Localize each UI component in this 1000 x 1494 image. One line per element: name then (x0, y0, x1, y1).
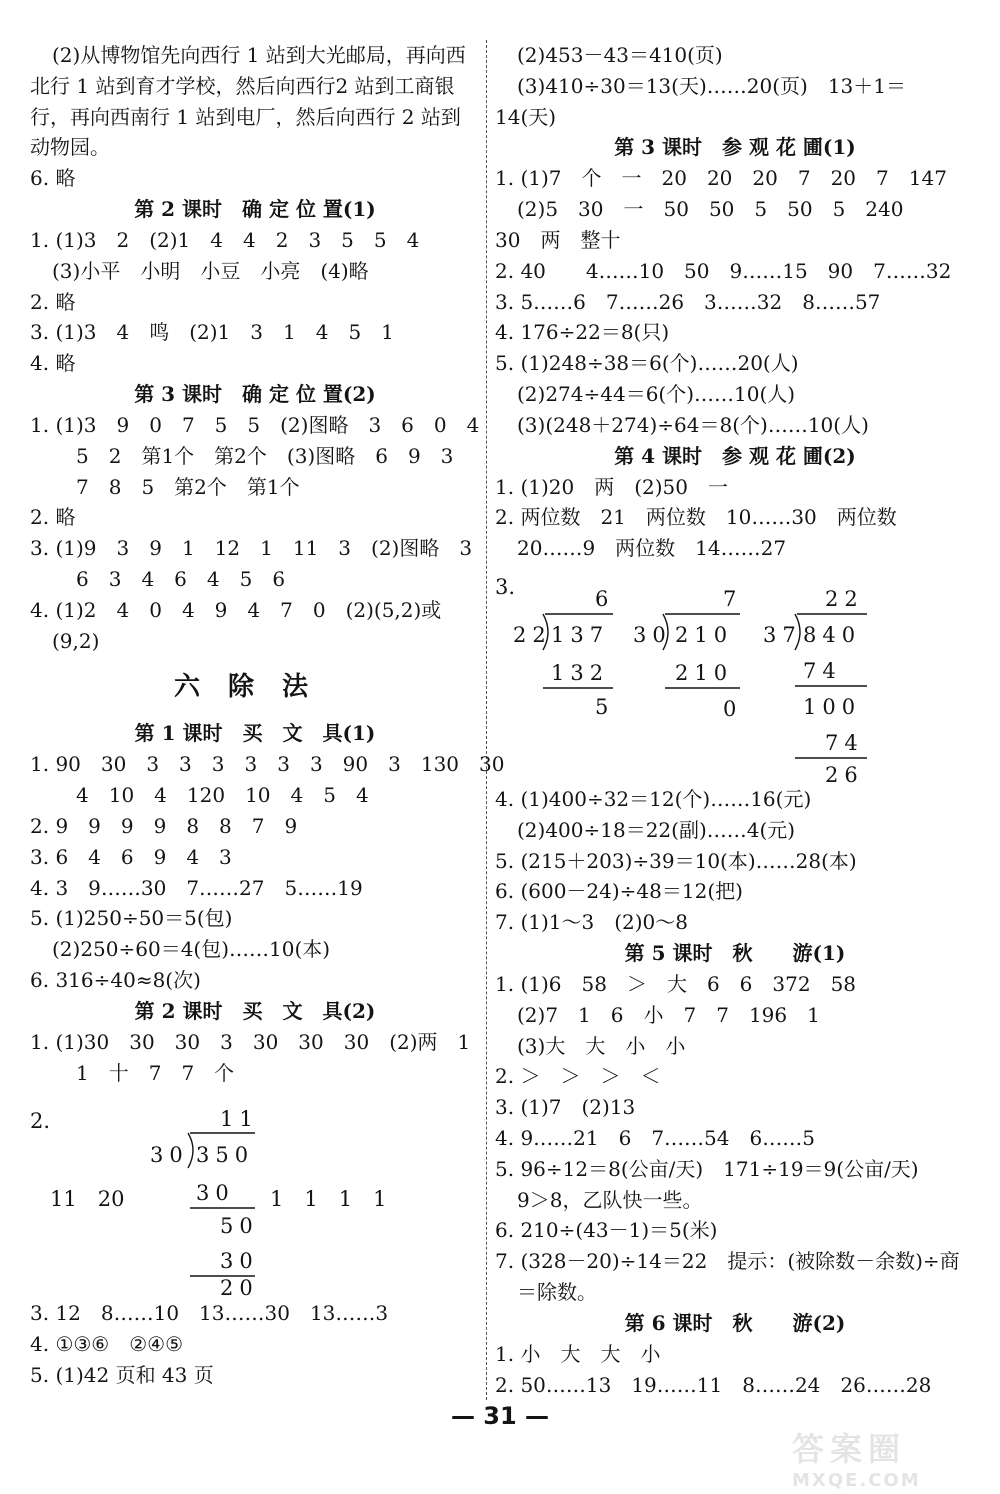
answer-line: 4. 略 (30, 351, 76, 376)
answer-line: 5. (1)250÷50＝5(包) (30, 906, 233, 931)
partial-product: 30 (220, 1249, 259, 1274)
lesson-heading: 第 3 课时 确 定 位 置(2) (134, 381, 376, 406)
question-label: 2. (30, 1109, 51, 1134)
divisor: 30 (633, 622, 672, 647)
remainder: 5 (595, 694, 609, 719)
answer-line: 5. 96÷12＝8(公亩/天) 171÷19＝9(公亩/天) (495, 1156, 919, 1181)
lesson-heading: 第 5 课时 秋 游(1) (624, 940, 846, 965)
page-number: — 31 — (450, 1402, 550, 1430)
answer-line: 6. 210÷(43－1)＝5(米) (495, 1218, 718, 1243)
answer-line: 9＞8，乙队快一些。 (517, 1187, 703, 1212)
answer-line: (3)小平 小明 小豆 小亮 (4)略 (52, 258, 369, 283)
partial-product: 210 (675, 660, 734, 685)
answer-line: 4. 3 9……30 7……27 5……19 (30, 875, 363, 900)
answer-line: 4. ①③⑥ ②④⑤ (30, 1332, 184, 1357)
text-line: (2)从博物馆先向西行 1 站到大光邮局，再向西 (52, 43, 466, 67)
partial-product: 74 (825, 730, 864, 755)
answer-line: 5. (1)42 页和 43 页 (30, 1362, 214, 1387)
watermark-url: MXQE.COM (792, 1470, 921, 1491)
answer-line: 3. (1)3 4 鸣 (2)1 3 1 4 5 1 (30, 320, 394, 345)
quotient: 22 (825, 586, 864, 611)
answer-line: (2)274÷44＝6(个)……10(人) (517, 381, 796, 406)
answer-line: 4 10 4 120 10 4 5 4 (76, 783, 369, 808)
watermark-logo (792, 1424, 982, 1491)
divisor: 22 (513, 622, 552, 647)
answer-line: 1. 小 大 大 小 (495, 1341, 661, 1366)
answer-line: 3. (1)9 3 9 1 12 1 11 3 (2)图略 3 (30, 536, 473, 561)
answer-line: (2)5 30 一 50 50 5 50 5 240 (517, 197, 904, 222)
chapter-title: 六除法 (173, 672, 336, 703)
answer-line: 6. 316÷40≈8(次) (30, 967, 201, 992)
answer-line: 1. (1)3 9 0 7 5 5 (2)图略 3 6 0 4 (30, 412, 480, 437)
answer-line: 3. (1)7 (2)13 (495, 1095, 636, 1120)
answer-line: 6 3 4 6 4 5 6 (76, 566, 286, 591)
answer-line: 2. 略 (30, 289, 76, 314)
remainder: 0 (723, 696, 737, 721)
partial-product: 30 (196, 1181, 235, 1206)
answer-line: ＝除数。 (517, 1279, 597, 1304)
answer-line: 5. (215＋203)÷39＝10(本)……28(本) (495, 848, 857, 873)
answer-line: 4. 176÷22＝8(只) (495, 320, 670, 345)
answer-text: 11 20 (50, 1187, 125, 1212)
dividend: 350 (196, 1143, 255, 1168)
lesson-heading: 第 2 课时 买 文 具(2) (134, 998, 376, 1023)
answer-line: 2. 50……13 19……11 8……24 26……28 (495, 1372, 932, 1397)
text-line: 北行 1 站到育才学校，然后向西行2 站到工商银 (30, 73, 455, 98)
answer-line: 2. 两位数 21 两位数 10……30 两位数 (495, 505, 897, 530)
lesson-heading: 第 6 课时 秋 游(2) (624, 1310, 846, 1335)
quotient: 7 (723, 586, 737, 611)
partial-product: 74 (803, 658, 842, 683)
answer-line: 2. 9 9 9 9 8 8 7 9 (30, 813, 298, 838)
long-division-350-by-30 (30, 1088, 480, 1298)
answer-line: 1. (1)7 个 一 20 20 20 7 20 7 147 (495, 166, 947, 191)
remainder: 50 (220, 1214, 259, 1239)
dividend: 210 (675, 622, 734, 647)
answer-line: 14(天) (495, 104, 557, 129)
answer-line: 6. (600－24)÷48＝12(把) (495, 879, 743, 904)
watermark-text: 答案圈 (792, 1430, 907, 1468)
divisor: 37 (763, 622, 802, 647)
answer-line: 5. (1)248÷38＝6(个)……20(人) (495, 351, 799, 376)
answer-line: 2. 40 4……10 50 9……15 90 7……32 (495, 258, 952, 283)
answer-line: 1. (1)3 2 (2)1 4 4 2 3 5 5 4 (30, 227, 420, 252)
answer-line: 4. (1)400÷32＝12(个)……16(元) (495, 786, 812, 811)
text-line: 行，再向西南行 1 站到电厂，然后向西行 2 站到 (30, 104, 461, 129)
right-column (495, 40, 975, 1400)
question-label: 3. (495, 574, 516, 599)
answer-line: 5 2 第1个 第2个 (3)图略 6 9 3 (76, 443, 454, 468)
lesson-heading: 第 4 课时 参 观 花 圃(2) (614, 443, 856, 468)
remainder: 100 (803, 694, 862, 719)
answer-line: 3. 5……6 7……26 3……32 8……57 (495, 289, 881, 314)
answer-line: 20……9 两位数 14……27 (517, 536, 787, 561)
answer-text: 1 1 1 1 (270, 1187, 387, 1212)
text-line: 动物园。 (30, 135, 110, 160)
dividend: 137 (551, 622, 610, 647)
divisor: 30 (150, 1143, 189, 1168)
answer-line: 7 8 5 第2个 第1个 (76, 474, 300, 499)
answer-line: 7. (1)1～3 (2)0～8 (495, 910, 688, 935)
answer-line: 1 十 7 7 个 (76, 1060, 235, 1085)
answer-line: 4. (1)2 4 0 4 9 4 7 0 (2)(5,2)或 (30, 597, 442, 622)
long-divisions-q3 (495, 564, 975, 784)
answer-line: (3)410÷30＝13(天)……20(页) 13＋1＝ (517, 73, 906, 98)
column-divider (486, 40, 487, 1400)
lesson-heading: 第 1 课时 买 文 具(1) (134, 721, 376, 746)
answer-line: 1. (1)20 两 (2)50 一 (495, 474, 728, 499)
answer-line: 7. (328－20)÷14＝22 提示：(被除数－余数)÷商 (495, 1249, 960, 1274)
answer-line: 4. 9……21 6 7……54 6……5 (495, 1125, 815, 1150)
answer-line: (9,2) (52, 628, 100, 653)
answer-line: 30 两 整十 (495, 227, 621, 252)
answer-line: 2. ＞ ＞ ＞ ＜ (495, 1064, 661, 1089)
lesson-heading: 第 2 课时 确 定 位 置(1) (134, 196, 376, 221)
division-bracket (188, 1133, 193, 1168)
quotient: 6 (595, 586, 609, 611)
answer-line: 1. 90 30 3 3 3 3 3 3 90 3 130 30 (30, 752, 505, 777)
answer-line: (2)400÷18＝22(副)……4(元) (517, 817, 796, 842)
answer-line: 1. (1)6 58 ＞ 大 6 6 372 58 (495, 971, 857, 996)
remainder: 26 (825, 762, 864, 784)
text-line: 6. 略 (30, 166, 76, 191)
answer-line: (3)(248＋274)÷64＝8(个)……10(人) (517, 412, 869, 437)
dividend: 840 (803, 622, 862, 647)
answer-line: (2)453－43＝410(页) (517, 43, 723, 67)
remainder: 20 (220, 1276, 259, 1299)
answer-line: (2)7 1 6 小 7 7 196 1 (517, 1002, 820, 1027)
answer-line: 1. (1)30 30 30 3 30 30 30 (2)两 1 (30, 1029, 471, 1054)
left-column (30, 40, 505, 1391)
answer-line: (2)250÷60＝4(包)……10(本) (52, 937, 331, 962)
lesson-heading: 第 3 课时 参 观 花 圃(1) (614, 135, 856, 160)
answer-line: 2. 略 (30, 505, 76, 530)
answer-line: 3. 12 8……10 13……30 13……3 (30, 1301, 389, 1326)
answer-line: (3)大 大 小 小 (517, 1033, 686, 1058)
partial-product: 132 (551, 660, 610, 685)
answer-line: 3. 6 4 6 9 4 3 (30, 844, 232, 869)
quotient: 11 (220, 1107, 259, 1132)
